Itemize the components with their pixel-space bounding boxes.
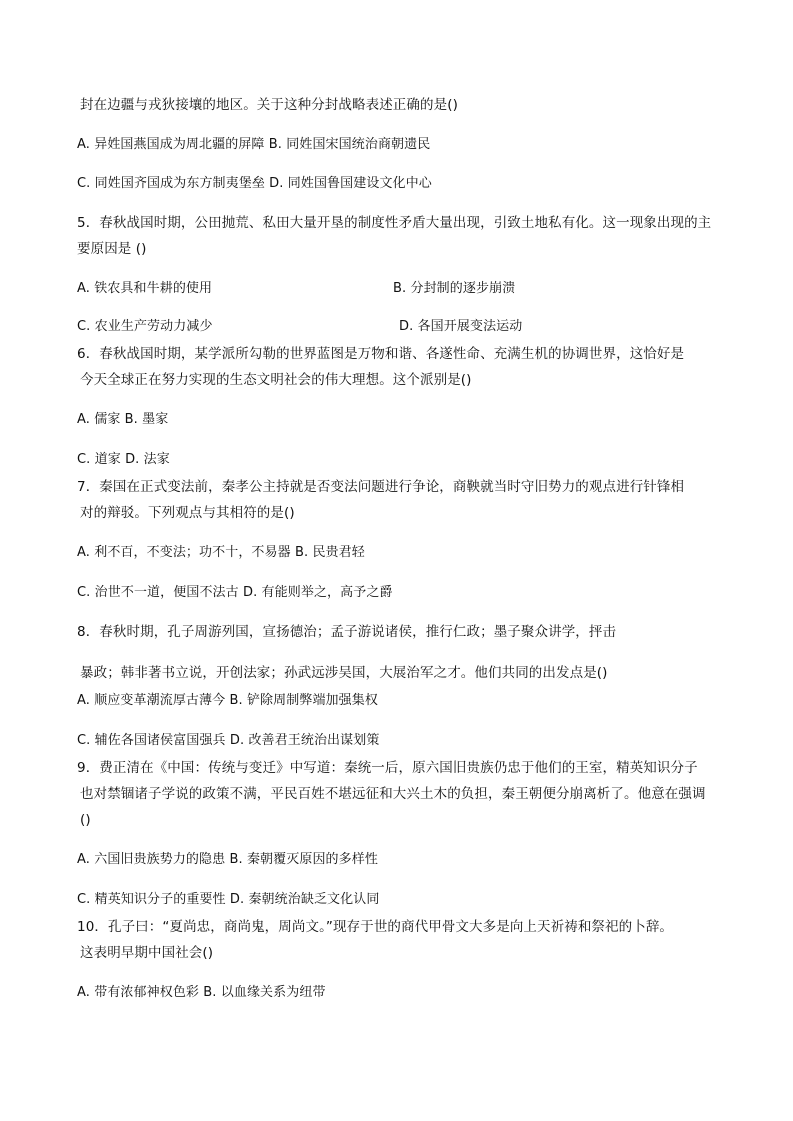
question-5-option-b: B. 分封制的逐步崩溃 bbox=[393, 281, 516, 296]
question-7-stem-line-1: 7．秦国在正式变法前，秦孝公主持就是否变法问题进行争论，商鞅就当时守旧势力的观点进行针锋相 bbox=[77, 479, 685, 495]
question-4-options-cd: C. 同姓国齐国成为东方制夷堡垒 D. 同姓国鲁国建设文化中心 bbox=[77, 176, 432, 191]
question-10-options-ab: A. 带有浓郁神权色彩 B. 以血缘关系为纽带 bbox=[77, 985, 326, 1000]
question-5-stem-line-1: 5．春秋战国时期，公田抛荒、私田大量开垦的制度性矛盾大量出现，引致土地私有化。这一现象出现的主 bbox=[77, 215, 712, 231]
question-9-options-ab: A. 六国旧贵族势力的隐患 B. 秦朝覆灭原因的多样性 bbox=[77, 852, 378, 867]
question-10-stem-line-2: 这表明早期中国社会() bbox=[80, 945, 214, 961]
question-4-stem-continued: 封在边疆与戎狄接壤的地区。关于这种分封战略表述正确的是() bbox=[80, 97, 458, 113]
question-5-option-c: C. 农业生产劳动力减少 bbox=[77, 319, 213, 334]
question-9-stem-line-1: 9．费正清在《中国：传统与变迁》中写道：秦统一后，原六国旧贵族仍忠于他们的王室，精英知识分子 bbox=[77, 760, 698, 776]
question-8-stem-line-1: 8．春秋时期，孔子周游列国，宣扬德治；孟子游说诸侯，推行仁政；墨子聚众讲学，抨击 bbox=[77, 624, 617, 640]
question-8-options-cd: C. 辅佐各国诸侯富国强兵 D. 改善君王统治出谋划策 bbox=[77, 733, 380, 748]
question-8-stem-line-2: 暴政；韩非著书立说，开创法家；孙武远涉吴国，大展治军之才。他们共同的出发点是() bbox=[80, 665, 608, 681]
question-5-stem-line-2: 要原因是 () bbox=[77, 241, 147, 257]
question-10-stem-line-1: 10．孔子曰：“夏尚忠，商尚鬼，周尚文。”现存于世的商代甲骨文大多是向上天祈祷和祭祀的卜辞。 bbox=[77, 919, 674, 935]
question-4-options-ab: A. 异姓国燕国成为周北疆的屏障 B. 同姓国宋国统治商朝遗民 bbox=[77, 137, 431, 152]
question-6-options-cd: C. 道家 D. 法家 bbox=[77, 452, 170, 467]
question-5-option-d: D. 各国开展变法运动 bbox=[399, 319, 523, 334]
question-7-options-ab: A. 利不百，不变法；功不十，不易器 B. 民贵君轻 bbox=[77, 545, 365, 560]
question-9-stem-line-2: 也对禁锢诸子学说的政策不满，平民百姓不堪远征和大兴土木的负担，秦王朝便分崩离析了。他意在强调 bbox=[80, 786, 706, 802]
question-9-options-cd: C. 精英知识分子的重要性 D. 秦朝统治缺乏文化认同 bbox=[77, 892, 380, 907]
question-6-stem-line-2: 今天全球正在努力实现的生态文明社会的伟大理想。这个派别是() bbox=[80, 372, 472, 388]
question-9-stem-line-3: () bbox=[80, 812, 91, 828]
question-5-option-a: A. 铁农具和牛耕的使用 bbox=[77, 281, 213, 296]
question-7-stem-line-2: 对的辩驳。下列观点与其相符的是() bbox=[80, 505, 295, 521]
question-6-stem-line-1: 6．春秋战国时期，某学派所勾勒的世界蓝图是万物和谐、各遂性命、充满生机的协调世界，这恰好是 bbox=[77, 346, 685, 362]
question-7-options-cd: C. 治世不一道，便国不法古 D. 有能则举之，高予之爵 bbox=[77, 585, 393, 600]
question-8-options-ab: A. 顺应变革潮流厚古薄今 B. 铲除周制弊端加强集权 bbox=[77, 693, 378, 708]
question-6-options-ab: A. 儒家 B. 墨家 bbox=[77, 412, 169, 427]
